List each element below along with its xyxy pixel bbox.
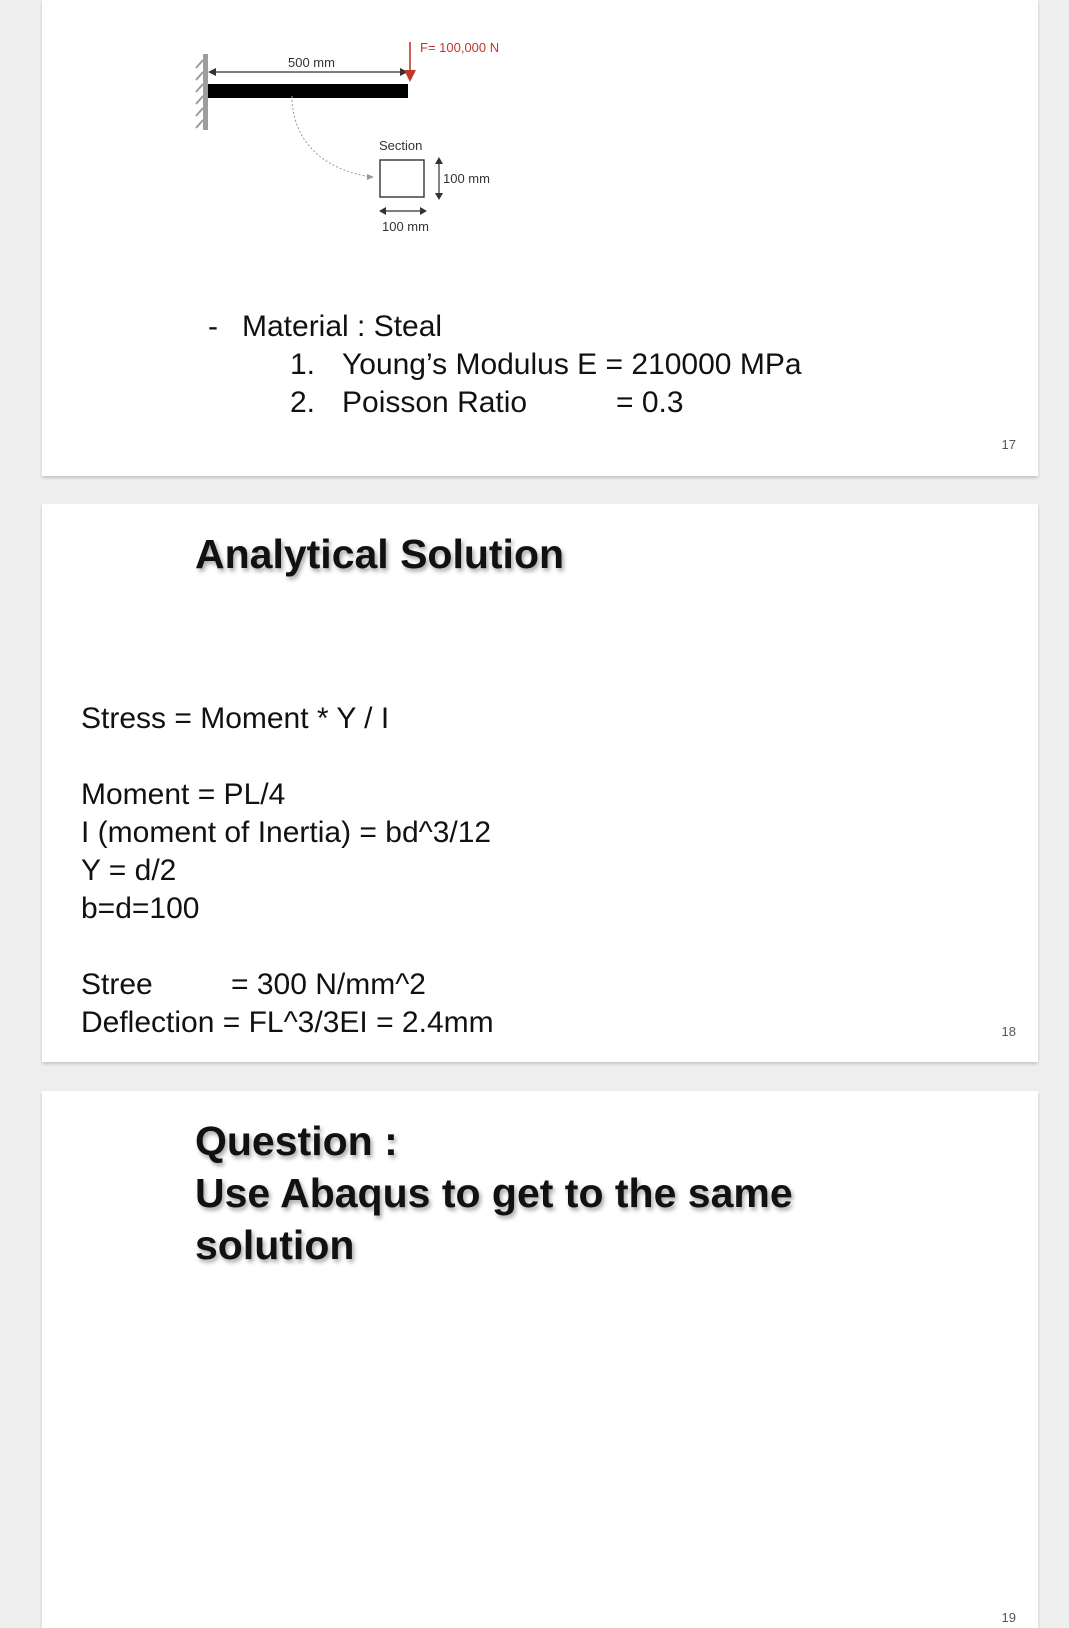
- length-label: 500 mm: [288, 55, 335, 70]
- list-number: 2.: [290, 386, 316, 419]
- definition-line: Y = d/2: [81, 854, 177, 887]
- cantilever-beam-diagram: [42, 0, 1038, 260]
- property-label: Young’s Modulus E = 210000 MPa: [342, 348, 802, 381]
- page-number: 19: [1001, 1610, 1016, 1625]
- stress-result-label: Stree: [81, 968, 153, 1001]
- property-value: = 0.3: [616, 386, 684, 419]
- slide-18: [42, 504, 1038, 1062]
- list-number: 1.: [290, 348, 316, 381]
- results-block: [81, 966, 494, 1042]
- beam: [208, 84, 408, 98]
- definition-line: b=d=100: [81, 892, 200, 925]
- material-heading: [208, 308, 442, 346]
- question-block: [195, 1115, 793, 1271]
- definition-line: Moment = PL/4: [81, 778, 286, 811]
- material-properties-list: [290, 346, 802, 422]
- section-square: [380, 160, 424, 197]
- page-number: 17: [1001, 437, 1016, 452]
- question-line: solution: [195, 1222, 355, 1268]
- stress-result-value: = 300 N/mm^2: [231, 968, 426, 1001]
- material-title: Material : Steal: [242, 310, 443, 343]
- slide-19: [42, 1091, 1038, 1628]
- section-label: Section: [379, 138, 423, 153]
- definition-line: I (moment of Inertia) = bd^3/12: [81, 816, 492, 849]
- stress-result: [81, 966, 494, 1004]
- height-dimension-arrow: [435, 157, 443, 200]
- bullet-dash: -: [208, 310, 218, 343]
- list-item: [290, 346, 802, 384]
- width-label: 100 mm: [382, 219, 429, 234]
- property-label: Poisson Ratio: [342, 386, 528, 419]
- list-item: [290, 384, 802, 422]
- height-label: 100 mm: [443, 171, 490, 186]
- section-pointer-curve: [292, 96, 372, 177]
- page-number: 18: [1001, 1024, 1016, 1039]
- force-label: F= 100,000 N: [420, 40, 500, 55]
- deflection-result: Deflection = FL^3/3EI = 2.4mm: [81, 1006, 494, 1039]
- slide-17: [42, 0, 1038, 476]
- slide-title: Analytical Solution: [195, 531, 565, 577]
- stress-formula: Stress = Moment * Y / I: [81, 702, 390, 735]
- force-arrow-icon: [404, 42, 416, 82]
- question-label: Question :: [195, 1118, 398, 1164]
- fixed-support-icon: [196, 54, 208, 130]
- definitions-block: [81, 776, 491, 928]
- width-dimension-arrow: [379, 207, 427, 215]
- question-line: Use Abaqus to get to the same: [195, 1170, 793, 1216]
